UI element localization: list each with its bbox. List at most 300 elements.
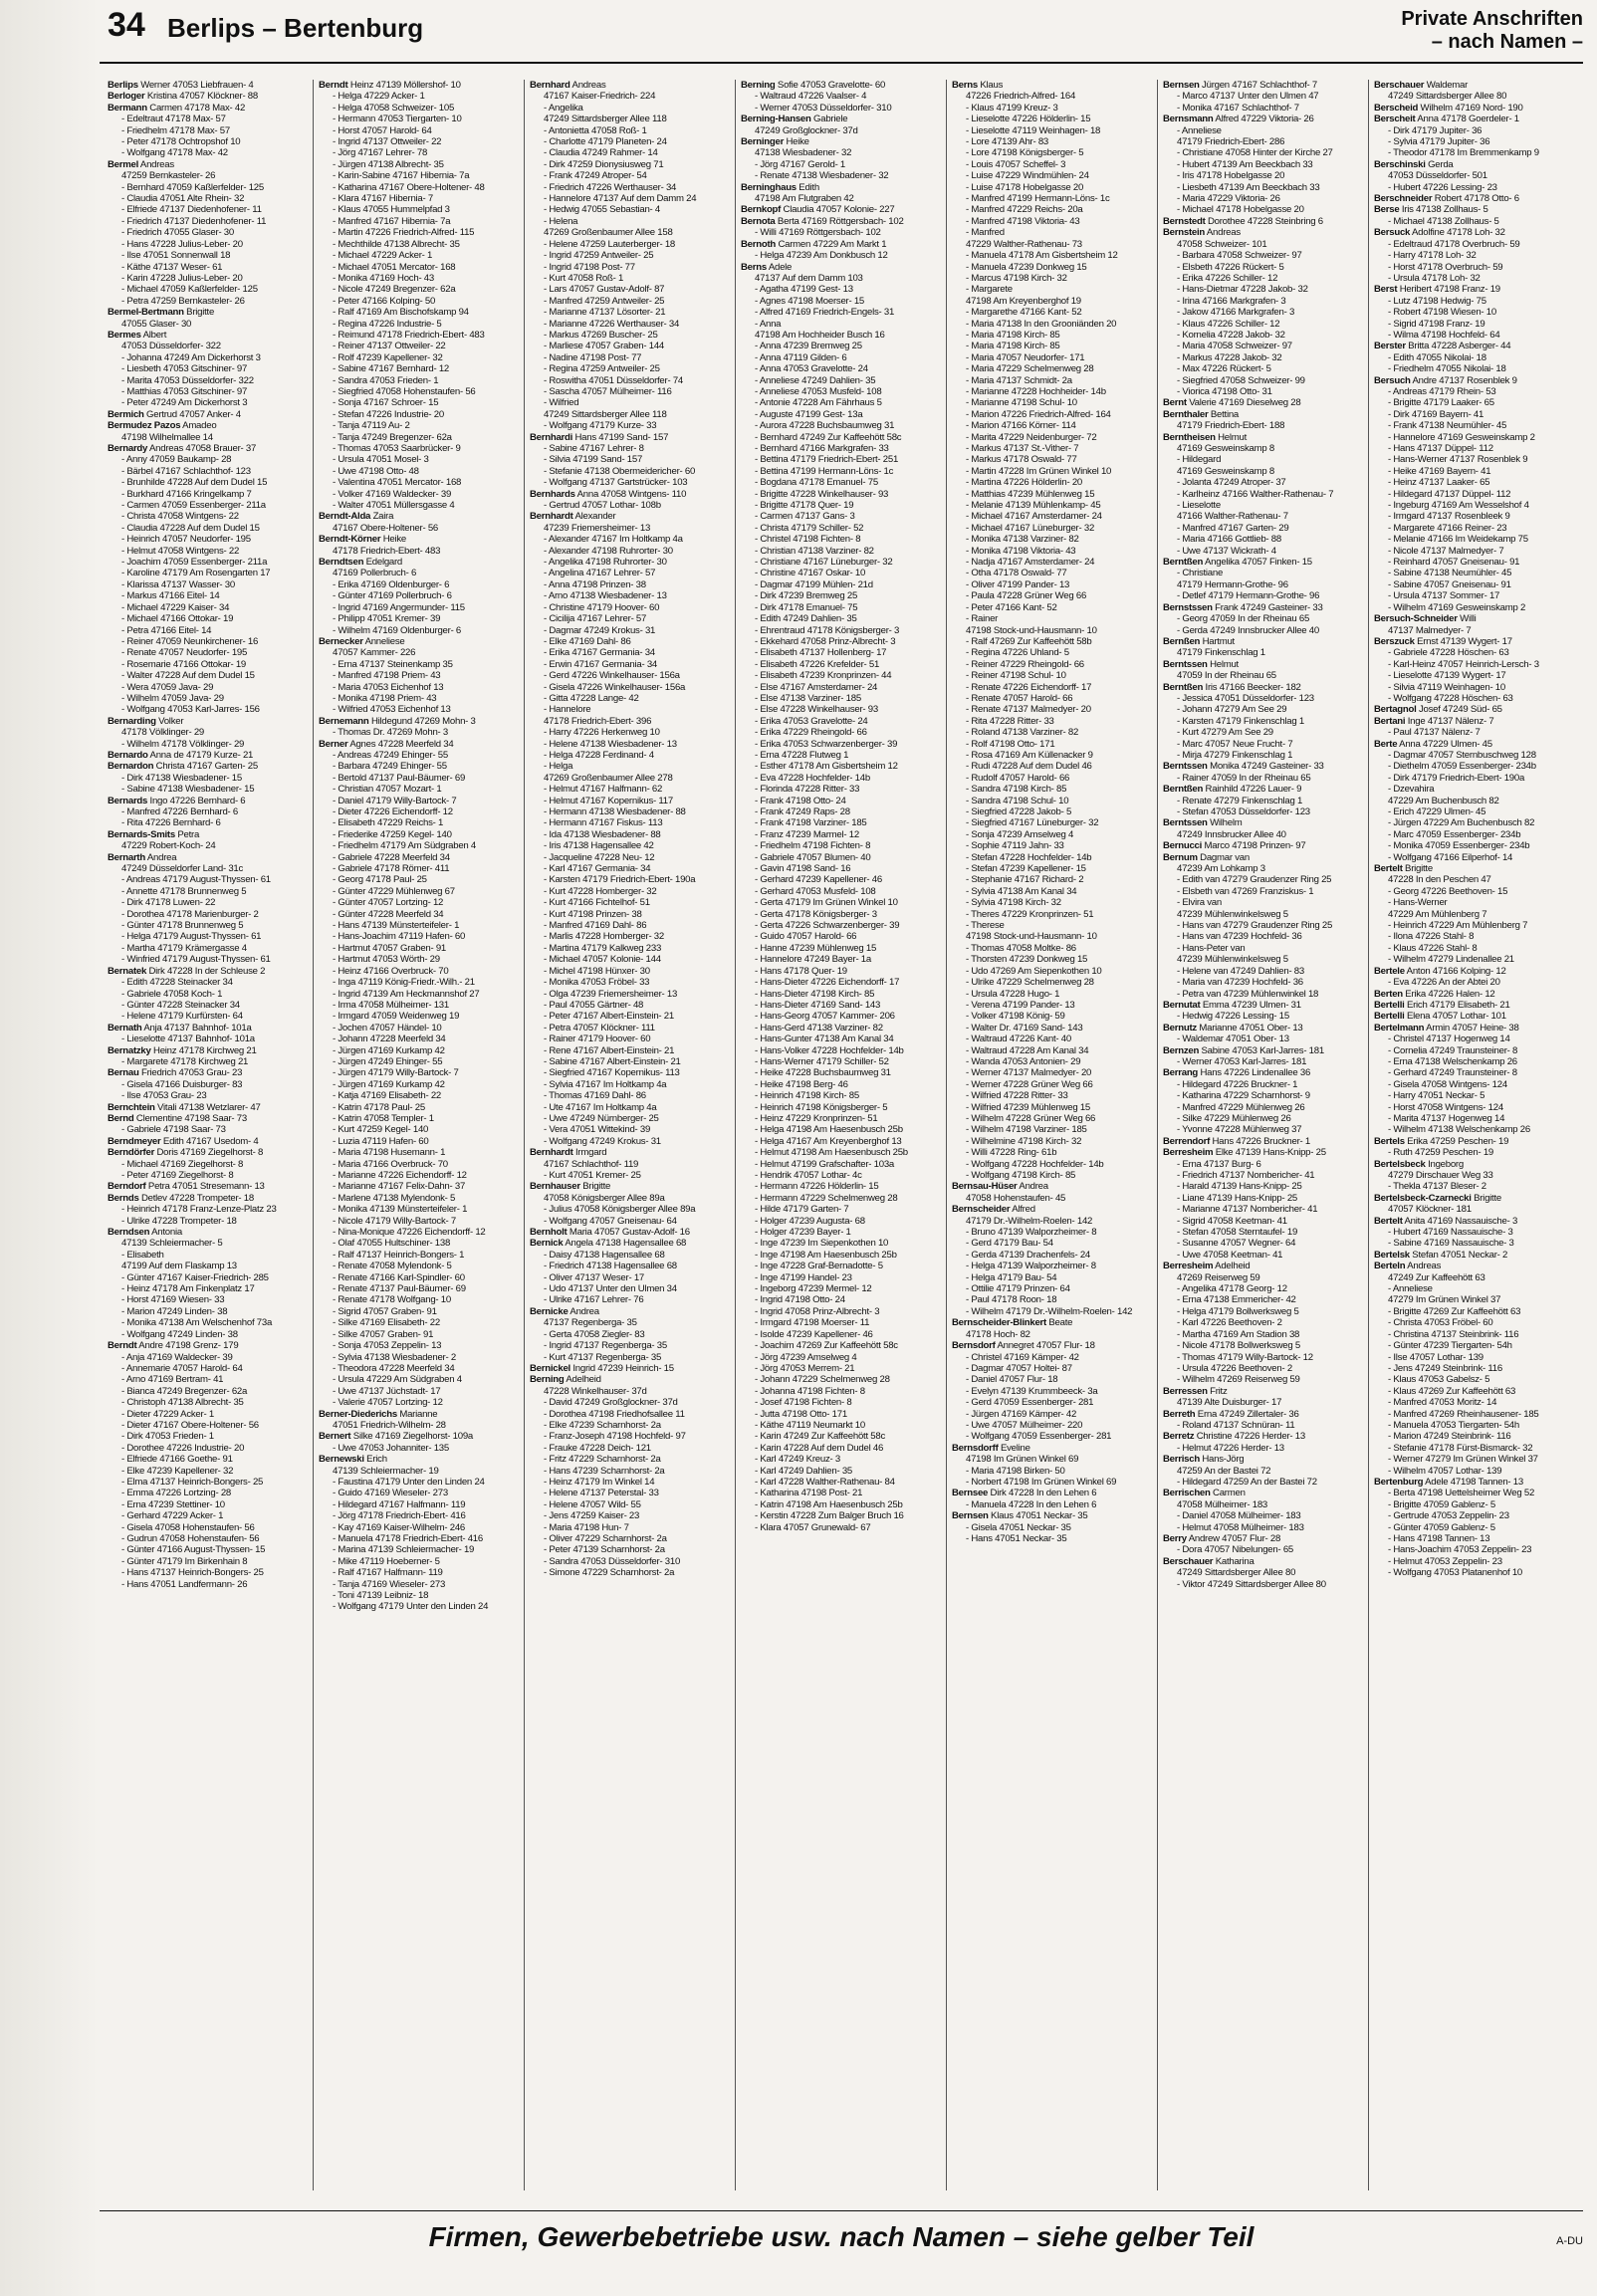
listing-surname: Bersuch [1374, 374, 1411, 386]
listing-subentry: - Brigitte 47179 Laaker- 65 [1388, 397, 1494, 409]
listing-subentry: - Matthias 47053 Gitschiner- 97 [121, 385, 248, 397]
listing-detail: Adelheid [1213, 1261, 1251, 1272]
listing-subentry: - Dagmar 47057 Holtei- 87 [966, 1362, 1072, 1374]
listing-surname: Bernardon [108, 761, 154, 773]
listing-subentry: - Wilhelm 47198 Varziner- 185 [966, 1124, 1087, 1136]
listing-subentry: - Waldemar 47051 Ober- 13 [1177, 1033, 1289, 1045]
listing-subentry: - Gerda 47139 Drachenfels- 24 [966, 1249, 1091, 1261]
listing-subentry: - Angelika 47198 Ruhrorter- 30 [544, 557, 667, 569]
listing-subentry: - Dirk 47178 Luwen- 22 [121, 897, 216, 909]
listing-surname: Bernards-Smits [108, 828, 175, 840]
listing-subentry: - Oliver 47229 Scharnhorst- 2a [544, 1533, 667, 1544]
listing-subentry: - Jürgen 47249 Ehinger- 55 [333, 1055, 443, 1067]
listing-subentry: - Sylvia 47138 Wiesbadener- 2 [333, 1351, 456, 1363]
listing-subentry: - Anna 47119 Gilden- 6 [755, 351, 847, 363]
listing-subentry: - Werner 47053 Karl-Jarres- 181 [1177, 1055, 1307, 1067]
listing-entry [1374, 1136, 1574, 1147]
listing-subentry: - Max 47226 Rückert- 5 [1177, 363, 1271, 375]
listing-subentry: - Hans 47239 Scharnhorst- 2a [544, 1465, 665, 1477]
listing-subentry: - Jürgen 47179 Willy-Bartock- 7 [333, 1067, 459, 1079]
listing-subentry: - Peter 47167 Albert-Einstein- 21 [544, 1011, 674, 1023]
listing-subentry: - Tanja 47119 Au- 2 [333, 420, 410, 432]
listing-subentry: - Jessica 47051 Düsseldorfer- 123 [1177, 692, 1314, 704]
listing-subentry: - Sonja 47053 Zeppelin- 13 [333, 1340, 442, 1352]
listing-subentry: - Maria 47166 Overbruck- 70 [333, 1158, 448, 1170]
listing-subentry: - Martha 47179 Krämergasse 4 [121, 942, 247, 954]
listing-subentry: - Stefan 47058 Sterntaufel- 19 [1177, 1227, 1298, 1239]
listing-subentry: - Sonja 47239 Amselweg 4 [966, 828, 1074, 840]
listing-subentry: 47198 Am Hochheider Busch 16 [755, 329, 885, 341]
listing-entry [319, 1431, 519, 1442]
listing-subentry: 47137 Auf dem Damm 103 [755, 272, 863, 284]
listing-subentry: - Heike 47198 Berg- 46 [755, 1078, 848, 1090]
listing-subentry: - Heike 47228 Buchsbaumweg 31 [755, 1067, 891, 1079]
listing-subentry: - Bettina 47199 Hermann-Löns- 1c [755, 465, 894, 477]
listing-subentry: - Erika 47226 Schiller- 12 [1177, 272, 1278, 284]
listing-surname: Bernickel [530, 1362, 570, 1374]
listing-subentry: - Georg 47059 In der Rheinau 65 [1177, 613, 1310, 625]
listing-subentry: 47249 Innsbrucker Allee 40 [1177, 828, 1286, 840]
listing-detail: Frank 47249 Gasteiner- 33 [1212, 601, 1323, 613]
listing-subentry: - Friedhelm 47178 Max- 57 [121, 124, 230, 136]
listing-subentry: 47229 Robert-Koch- 24 [121, 840, 216, 852]
listing-detail: Adele 47198 Tannen- 13 [1423, 1476, 1523, 1488]
listing-subentry: - Hans-Gerd 47138 Varziner- 82 [755, 1022, 883, 1033]
listing-entry [108, 103, 308, 114]
listing-detail: Petra 47051 Stresemann- 13 [145, 1181, 265, 1193]
listing-detail: Silke 47169 Ziegelhorst- 109a [350, 1431, 474, 1443]
listing-surname: Bernucci [1163, 840, 1203, 852]
listing-surname: Bernthaler [1163, 408, 1209, 420]
listing-detail: Iris 47138 Zollhaus- 5 [1399, 204, 1488, 216]
listing-subentry: - Hubert 47169 Nassauische- 3 [1388, 1227, 1513, 1239]
listing-subentry: - Silke 47169 Elisabeth- 22 [333, 1317, 440, 1329]
listing-detail: Claudia 47057 Kolonie- 227 [781, 204, 895, 216]
listing-subentry: - Hans-Dieter 47198 Kirch- 85 [755, 988, 875, 1000]
listing-subentry: - Wolfgang 47059 Essenberger- 281 [966, 1431, 1112, 1443]
page-number: 34 [108, 6, 145, 44]
listing-subentry: - Frank 47249 Raps- 28 [755, 806, 850, 817]
listing-subentry: - Simone 47229 Scharnhorst- 2a [544, 1567, 675, 1579]
listing-subentry: - Margarete 47166 Reiner- 23 [1388, 522, 1507, 534]
listing-subentry: - Horst 47169 Wiesen- 33 [121, 1294, 225, 1306]
listing-surname: Bernt [1163, 397, 1187, 409]
listing-subentry: - Klaus 47199 Kreuz- 3 [966, 102, 1058, 114]
listing-subentry: - Agnes 47198 Moerser- 15 [755, 295, 865, 307]
listing-subentry: - Silvia 47199 Sand- 157 [544, 454, 643, 466]
listing-surname: Bernota [741, 215, 776, 227]
listing-subentry: 47179 Finkenschlag 1 [1177, 647, 1265, 659]
listing-subentry: - Verena 47199 Pander- 13 [966, 999, 1075, 1011]
listing-subentry: - Ursula 47051 Mosel- 3 [333, 454, 429, 466]
listing-subentry: - Manuela 47178 Friedrich-Ebert- 416 [333, 1533, 483, 1544]
listing-subentry: - Marita 47229 Neidenburger- 72 [966, 431, 1097, 443]
listing-subentry: - Rita 47228 Ritter- 33 [966, 715, 1054, 727]
listing-surname: Berns [952, 80, 978, 91]
listing-subentry: - Reimund 47178 Friedrich-Ebert- 483 [333, 329, 485, 341]
listing-subentry: - Yvonne 47228 Mühlenweg 37 [1177, 1124, 1302, 1136]
listing-subentry: - Uwe 47198 Otto- 48 [333, 465, 419, 477]
listing-entry [1163, 1386, 1363, 1397]
listing-subentry: - Karoline 47179 Am Rosengarten 17 [121, 568, 271, 579]
listing-surname: Bernemann [319, 715, 369, 727]
listing-subentry: - Agatha 47199 Gest- 13 [755, 284, 853, 296]
listing-subentry: - Stefan 47053 Düsseldorfer- 123 [1177, 806, 1310, 817]
listing-subentry: - Roswitha 47051 Düsseldorfer- 74 [544, 374, 683, 386]
listing-entry [1374, 284, 1574, 295]
listing-subentry: - Manfred [966, 227, 1005, 239]
listing-subentry: - Angelika 47178 Georg- 12 [1177, 1283, 1287, 1295]
listing-subentry: - Paul 47137 Nälenz- 7 [1388, 727, 1481, 739]
listing-subentry: - Elma 47137 Heinrich-Bongers- 25 [121, 1476, 264, 1488]
listing-subentry: - Hermann 47053 Tiergarten- 10 [333, 114, 462, 125]
listing-subentry: - Martina 47179 Kalkweg 233 [544, 942, 662, 954]
listing-entry [741, 80, 941, 91]
listing-subentry: - Wilhelm 47279 Lindenallee 21 [1388, 954, 1514, 966]
listing-subentry: 47279 Dirschauer Weg 33 [1388, 1170, 1493, 1181]
listing-detail: Elke 47139 Hans-Knipp- 25 [1213, 1147, 1326, 1159]
listing-subentry: - Petra 47166 Eitel- 14 [121, 624, 212, 636]
listing-subentry: - Daisy 47138 Hagensallee 68 [544, 1249, 665, 1261]
listing-subentry: - Christel 47198 Fichten- 8 [755, 534, 861, 546]
listing-subentry: - Charlotte 47179 Planeten- 24 [544, 136, 667, 148]
listing-subentry: 47259 An der Bastei 72 [1177, 1465, 1271, 1477]
listing-subentry: - Peter 47249 Am Dickerhorst 3 [121, 397, 248, 409]
listing-subentry: 47055 Glaser- 30 [121, 318, 192, 330]
listing-subentry: - Daniel 47179 Willy-Bartock- 7 [333, 795, 457, 806]
listing-subentry: - Ralf 47137 Heinrich-Bongers- 1 [333, 1249, 465, 1261]
listing-subentry: - Karl 47167 Germania- 34 [544, 863, 651, 875]
listing-subentry: - Wolfgang 47179 Kurze- 33 [544, 420, 657, 432]
listing-subentry: - Günter 47059 Gablenz- 5 [1388, 1521, 1495, 1533]
listing-subentry: - Anny 47059 Baukamp- 28 [121, 454, 232, 466]
listing-subentry: - Günter 47166 August-Thyssen- 15 [121, 1544, 266, 1556]
listing-detail: Erika 47259 Peschen- 19 [1404, 1135, 1509, 1147]
listing-surname: Bernhardt [530, 511, 573, 523]
listing-subentry: - Gavin 47198 Sand- 16 [755, 863, 851, 875]
listing-detail: Erich 47179 Elisabeth- 21 [1404, 999, 1510, 1011]
listing-subentry: - Theodor 47178 Im Bremmenkamp 9 [1388, 147, 1539, 159]
listing-subentry: - Cicilija 47167 Lehrer- 57 [544, 613, 647, 625]
listing-detail: Angela 47138 Hagensallee 68 [563, 1238, 687, 1250]
listing-subentry: - Monika 47139 Münsterteifeler- 1 [333, 1204, 468, 1216]
listing-entry [530, 1306, 730, 1317]
listing-surname: Berschauer [1374, 80, 1425, 91]
listing-entry [530, 1181, 730, 1192]
listing-subentry: - Katrin 47178 Paul- 25 [333, 1101, 425, 1113]
listing-surname: Berszuck [1374, 635, 1415, 647]
listing-subentry: - Ruth 47259 Peschen- 19 [1388, 1147, 1494, 1159]
listing-subentry: - Alexander 47167 Im Holtkamp 4a [544, 534, 683, 546]
listing-subentry: - Edith 47228 Steinacker 34 [121, 977, 233, 989]
listing-surname: Bermann [108, 102, 147, 114]
listing-detail: Wilhelm [1207, 817, 1243, 829]
listing-surname: Bernchtein [108, 1101, 155, 1113]
listing-subentry: - Michael 47169 Ziegelhorst- 8 [121, 1158, 244, 1170]
listing-subentry: - Edeltraut 47178 Max- 57 [121, 114, 226, 125]
listing-subentry: - Edith 47055 Nikolai- 18 [1388, 351, 1486, 363]
listing-subentry: - Detlef 47179 Hermann-Grothe- 96 [1177, 590, 1320, 602]
listing-subentry: - David 47249 Großglockner- 37d [544, 1397, 678, 1409]
listing-subentry: - Ilse 47051 Sonnenwall 18 [121, 250, 231, 262]
listing-subentry: - Monika 47198 Priem- 43 [333, 692, 437, 704]
listing-subentry: - Gerta 47058 Ziegler- 83 [544, 1328, 645, 1340]
listing-subentry: - Helene 47259 Lauterberger- 18 [544, 238, 675, 250]
listing-subentry: - Wolfgang 47166 Eilperhof- 14 [1388, 851, 1513, 863]
listing-subentry: - Karl 47249 Kreuz- 3 [755, 1454, 840, 1466]
listing-subentry: - Renate 47057 Neudorfer- 195 [121, 647, 248, 659]
listing-subentry: - Günter 47228 Steinacker 34 [121, 999, 240, 1011]
listing-entry [1163, 761, 1363, 772]
listing-surname: Bertelsbeck-Czarnecki [1374, 1192, 1472, 1204]
listing-surname: Bernzen [1163, 1044, 1200, 1056]
listing-subentry: - Udo 47269 Am Siepenkothen 10 [966, 965, 1102, 977]
listing-subentry: - Sabine 47138 Wiesbadener- 15 [121, 784, 255, 796]
listing-subentry: - Theres 47229 Kronprinzen- 51 [966, 908, 1094, 920]
listing-surname: Bernick [530, 1238, 564, 1250]
listing-subentry: - Dirk 47138 Wiesbadener- 15 [121, 772, 242, 784]
listing-subentry: 47167 Schlachthof- 119 [544, 1158, 639, 1170]
listing-subentry: - Nina-Monique 47226 Eichendorff- 12 [333, 1227, 486, 1239]
listing-subentry: - Katrin 47198 Am Haesenbusch 25b [755, 1498, 903, 1510]
listing-subentry: - Luzia 47119 Hafen- 60 [333, 1135, 429, 1147]
listing-detail: Adele [766, 261, 793, 273]
listing-subentry: - Helga 47229 Acker- 1 [333, 91, 425, 103]
listing-subentry: - Waltraud 47226 Kant- 40 [966, 1033, 1071, 1045]
listing-subentry: - Brigitte 47269 Zur Kaffeehött 63 [1388, 1305, 1521, 1317]
listing-entry [108, 159, 308, 170]
page-title: Berlips – Bertenburg [167, 13, 424, 43]
listing-subentry: - Gerhard 47053 Musfeld- 108 [755, 885, 876, 897]
listing-entry [108, 80, 308, 91]
listing-subentry: - Ingrid 47259 Antweiler- 25 [544, 250, 654, 262]
listing-subentry: - Petra 47259 Bernkasteler- 26 [121, 295, 245, 307]
listing-entry [1163, 852, 1363, 863]
listing-subentry: - Ilona 47226 Stahl- 8 [1388, 931, 1475, 943]
listing-subentry: - Ilse 47057 Lothar- 139 [1388, 1351, 1483, 1363]
listing-detail: Dorothee 47228 Steinbring 6 [1205, 215, 1323, 227]
listing-subentry: - Lore 47198 Königsberger- 5 [966, 147, 1084, 159]
directory-columns [108, 80, 1579, 2190]
listing-subentry: - Horst 47057 Harold- 64 [333, 124, 432, 136]
listing-subentry: - Jörg 47053 Merrem- 21 [755, 1362, 855, 1374]
listing-subentry: - Hans-Joachim 47119 Hafen- 60 [333, 931, 466, 943]
listing-subentry: - Rita 47226 Bernhard- 6 [121, 817, 221, 829]
listing-subentry: - Jens 47259 Kaiser- 23 [544, 1510, 640, 1522]
listing-detail: Carmen 47178 Max- 42 [146, 102, 246, 114]
listing-subentry: - Gabriele 47058 Koch- 1 [121, 988, 223, 1000]
listing-subentry: - Anna 47239 Bremweg 25 [755, 341, 862, 352]
listing-detail: Kristina 47057 Klöckner- 88 [144, 91, 258, 103]
listing-entry [1374, 716, 1574, 727]
listing-detail: Agnes 47228 Meerfeld 34 [347, 738, 454, 750]
listing-subentry: - Renate 47137 Malmedyer- 20 [966, 704, 1091, 716]
listing-subentry: 47198 Wilhelmallee 14 [121, 431, 213, 443]
listing-subentry: - Hedwig 47055 Sebastian- 4 [544, 204, 660, 216]
listing-subentry: - Manfred 47198 Priem- 43 [333, 670, 441, 682]
listing-subentry: - Wolfgang 47053 Platanenhof 10 [1388, 1567, 1523, 1579]
listing-subentry: - Irmgard 47059 Weidenweg 19 [333, 1011, 460, 1023]
listing-subentry: - Thomas 47179 Willy-Bartock- 12 [1177, 1351, 1313, 1363]
listing-subentry: - Ottilie 47179 Prinzen- 64 [966, 1283, 1070, 1295]
listing-detail: Alexander [572, 511, 616, 523]
listing-subentry: - Jakow 47166 Markgrafen- 3 [1177, 307, 1295, 319]
listing-subentry: - Christel 47169 Kämper- 42 [966, 1351, 1079, 1363]
listing-subentry: - Silke 47057 Graben- 91 [333, 1328, 434, 1340]
listing-subentry: - Marion 47166 Körner- 114 [966, 420, 1076, 432]
listing-surname: Berntßen [1163, 681, 1204, 693]
listing-subentry: - Maria 47057 Neudorfer- 171 [966, 351, 1085, 363]
listing-subentry: - Marianne 47228 Hochheider- 14b [966, 385, 1106, 397]
listing-entry [741, 136, 941, 147]
listing-subentry: - Wilhelm 47228 Grüner Weg 66 [966, 1112, 1096, 1124]
listing-subentry: - Peter 47178 Ochtropshof 10 [121, 136, 241, 148]
listing-entry [1374, 1011, 1574, 1022]
listing-subentry: - Klaus 47053 Gabelsz- 5 [1388, 1374, 1490, 1386]
listing-entry [1163, 1136, 1363, 1147]
listing-subentry: - Norbert 47198 Im Grünen Winkel 69 [966, 1476, 1117, 1488]
listing-subentry: - Elfriede 47166 Goethe- 91 [121, 1454, 233, 1466]
listing-subentry: - Hermann 47229 Schelmenweg 28 [755, 1192, 898, 1204]
listing-entry [1374, 204, 1574, 215]
listing-subentry: - Helmut 47167 Kopernikus- 117 [544, 795, 673, 806]
listing-subentry: - Siegfried 47167 Kopernikus- 113 [544, 1067, 680, 1079]
listing-detail: Dagmar van [1197, 851, 1250, 863]
listing-subentry: - Sandra 47198 Schul- 10 [966, 795, 1069, 806]
listing-subentry: - Anneliese [1388, 1283, 1433, 1295]
listing-subentry: - Sabine 47167 Lehrer- 8 [544, 443, 644, 454]
listing-subentry: - Erika 47053 Schwarzenberger- 39 [755, 738, 898, 750]
listing-subentry: - Reiner 47198 Schul- 10 [966, 670, 1066, 682]
listing-detail: Dirk 47228 In den Lehen 6 [988, 1488, 1097, 1499]
listing-subentry: - Oliver 47199 Pander- 13 [966, 578, 1070, 590]
listing-subentry: - Johann 47228 Meerfeld 34 [333, 1033, 446, 1045]
listing-subentry: - Iris 47178 Hobelgasse 20 [1177, 170, 1285, 182]
listing-subentry: - Carmen 47137 Gans- 3 [755, 511, 855, 523]
listing-subentry: - Michael 47178 Hobelgasse 20 [1177, 204, 1304, 216]
listing-subentry: - Marc 47057 Neue Frucht- 7 [1177, 738, 1293, 750]
listing-subentry: - Hans 47228 Julius-Leber- 20 [121, 238, 243, 250]
listing-detail: Anna 47178 Goerdeler- 1 [1415, 114, 1519, 125]
listing-subentry: - Thorsten 47239 Donkweg 15 [966, 954, 1088, 966]
listing-subentry: - Marina 47139 Schleiermacher- 19 [333, 1544, 475, 1556]
listing-detail: Andreas [570, 80, 606, 91]
listing-entry [1163, 817, 1363, 828]
listing-subentry: - Lieselotte 47226 Hölderlin- 15 [966, 114, 1091, 125]
listing-surname: Berner [319, 738, 348, 750]
listing-subentry: - Helga 47198 Am Haesenbusch 25b [755, 1124, 903, 1136]
listing-surname: Bernarding [108, 715, 156, 727]
listing-subentry: - Inge 47239 Im Siepenkothen 10 [755, 1238, 889, 1250]
listing-subentry: - Helga 47179 Bau- 54 [966, 1271, 1057, 1283]
listing-subentry: - Walter 47051 Müllersgasse 4 [333, 500, 455, 512]
listing-subentry: - Manfred 47226 Bernhard- 6 [121, 806, 238, 817]
listing-subentry: - Wolfgang 47249 Linden- 38 [121, 1328, 238, 1340]
listing-subentry: - Joachim 47269 Zur Kaffeehött 58c [755, 1340, 898, 1352]
listing-subentry: - Manuela 47178 Am Gisbertsheim 12 [966, 250, 1118, 262]
listing-subentry: 47058 Königsberger Allee 89a [544, 1192, 665, 1204]
listing-entry [108, 420, 308, 431]
listing-surname: Bertelli [1374, 999, 1405, 1011]
listing-detail: Andreas [1405, 1261, 1442, 1272]
listing-subentry: - Nicole 47137 Malmedyer- 7 [1388, 545, 1504, 557]
listing-subentry: - Sylvia 47138 Am Kanal 34 [966, 885, 1077, 897]
listing-detail: Andre 47198 Grenz- 179 [136, 1340, 239, 1352]
listing-subentry: - Maria 47166 Gottlieb- 88 [1177, 534, 1281, 546]
listing-detail: Ingrid 47239 Heinrich- 15 [570, 1362, 674, 1374]
listing-subentry: - Waltraud 47226 Vaalser- 4 [755, 91, 867, 103]
listing-subentry: - Edeltraud 47178 Overbruch- 59 [1388, 238, 1520, 250]
listing-subentry: - Friederike 47259 Kegel- 140 [333, 828, 452, 840]
listing-subentry: - Margarete 47178 Kirchweg 21 [121, 1055, 249, 1067]
listing-surname: Berscheid [1374, 102, 1419, 114]
listing-subentry: - Maria 47198 Kirch- 85 [966, 329, 1060, 341]
listing-entry [1374, 989, 1574, 1000]
listing-subentry: - Markus 47166 Eitel- 14 [121, 590, 220, 602]
listing-entry [108, 1113, 308, 1124]
listing-subentry: - Ursula 47228 Hugo- 1 [966, 988, 1060, 1000]
listing-subentry: - Waltraud 47228 Am Kanal 34 [966, 1044, 1089, 1056]
listing-surname: Bersuch-Schneider [1374, 613, 1458, 625]
listing-subentry: - Manfred 47199 Hermann-Löns- 1c [966, 193, 1110, 205]
listing-surname: Berloger [108, 91, 145, 103]
listing-subentry: - Ralf 47167 Halfmann- 119 [333, 1567, 443, 1579]
listing-subentry: - Berta 47198 Uettelsheimer Weg 52 [1388, 1488, 1535, 1499]
listing-subentry: - Maria 47229 Schelmenweg 28 [966, 363, 1094, 375]
page-footer [100, 2210, 1583, 2271]
listing-subentry: - Hans 47137 Düppel- 112 [1388, 443, 1493, 454]
listing-subentry: - Gerta 47178 Königsberger- 3 [755, 908, 877, 920]
listing-subentry: - Dagmar 47249 Krokus- 31 [544, 624, 656, 636]
listing-subentry: - Georg 47178 Paul- 25 [333, 874, 427, 886]
listing-surname: Bermich [108, 408, 144, 420]
listing-surname: Bernardy [108, 443, 148, 454]
listing-subentry: - Katharina 47229 Scharnhorst- 9 [1177, 1090, 1310, 1102]
listing-subentry: - Manfred 47053 Moritz- 14 [1388, 1397, 1497, 1409]
listing-subentry: 47169 Pollerbruch- 6 [333, 568, 417, 579]
listing-subentry: 47228 Winkelhauser- 37d [544, 1385, 647, 1397]
listing-subentry: - Irmgard 47198 Moerser- 11 [755, 1317, 870, 1329]
listing-subentry: - Jörg 47178 Friedrich-Ebert- 416 [333, 1510, 466, 1522]
listing-subentry: - Michael 47138 Zollhaus- 5 [1388, 215, 1499, 227]
listing-entry [108, 307, 308, 318]
listing-subentry: 47198 Am Flutgraben 42 [755, 193, 854, 205]
listing-entry [108, 1227, 308, 1238]
listing-subentry: - Helga 47058 Schweizer- 105 [333, 102, 455, 114]
listing-subentry: - Margarethe 47166 Kant- 52 [966, 307, 1082, 319]
listing-subentry: - Walter Dr. 47169 Sand- 143 [966, 1022, 1083, 1033]
listing-subentry: - Ingrid 47198 Post- 77 [544, 261, 635, 273]
listing-subentry: - Dagmar 47057 Sternbuschweg 128 [1388, 749, 1536, 761]
listing-surname: Bertelmann [1374, 1022, 1425, 1033]
listing-subentry: - Horst 47058 Wintgens- 124 [1388, 1101, 1503, 1113]
listing-subentry: - Erna 47138 Welschenkamp 26 [1388, 1055, 1517, 1067]
listing-subentry: - Hanne 47239 Mühlenweg 15 [755, 942, 877, 954]
listing-subentry: - Else 47138 Varziner- 185 [755, 692, 861, 704]
listing-subentry: - Harald 47139 Hans-Knipp- 25 [1177, 1181, 1302, 1193]
listing-subentry: - Marliese 47057 Graben- 144 [544, 341, 664, 352]
listing-entry [952, 1181, 1152, 1192]
listing-subentry: - Cornelia 47249 Traunsteiner- 8 [1388, 1044, 1518, 1056]
listing-subentry: - Michael 47166 Ottokar- 19 [121, 613, 234, 625]
listing-subentry: - Daniel 47058 Mülheimer- 183 [1177, 1510, 1301, 1522]
listing-subentry: - Hans-Dieter 47169 Sand- 143 [755, 999, 881, 1011]
listing-subentry: - Gerhard 47229 Acker- 1 [121, 1510, 224, 1522]
listing-subentry: 47229 Am Mühlenberg 7 [1388, 908, 1487, 920]
listing-subentry: - Hannelore 47137 Auf dem Damm 24 [544, 193, 697, 205]
listing-subentry: - Angelika [544, 102, 583, 114]
listing-detail: Helmut [1215, 431, 1248, 443]
